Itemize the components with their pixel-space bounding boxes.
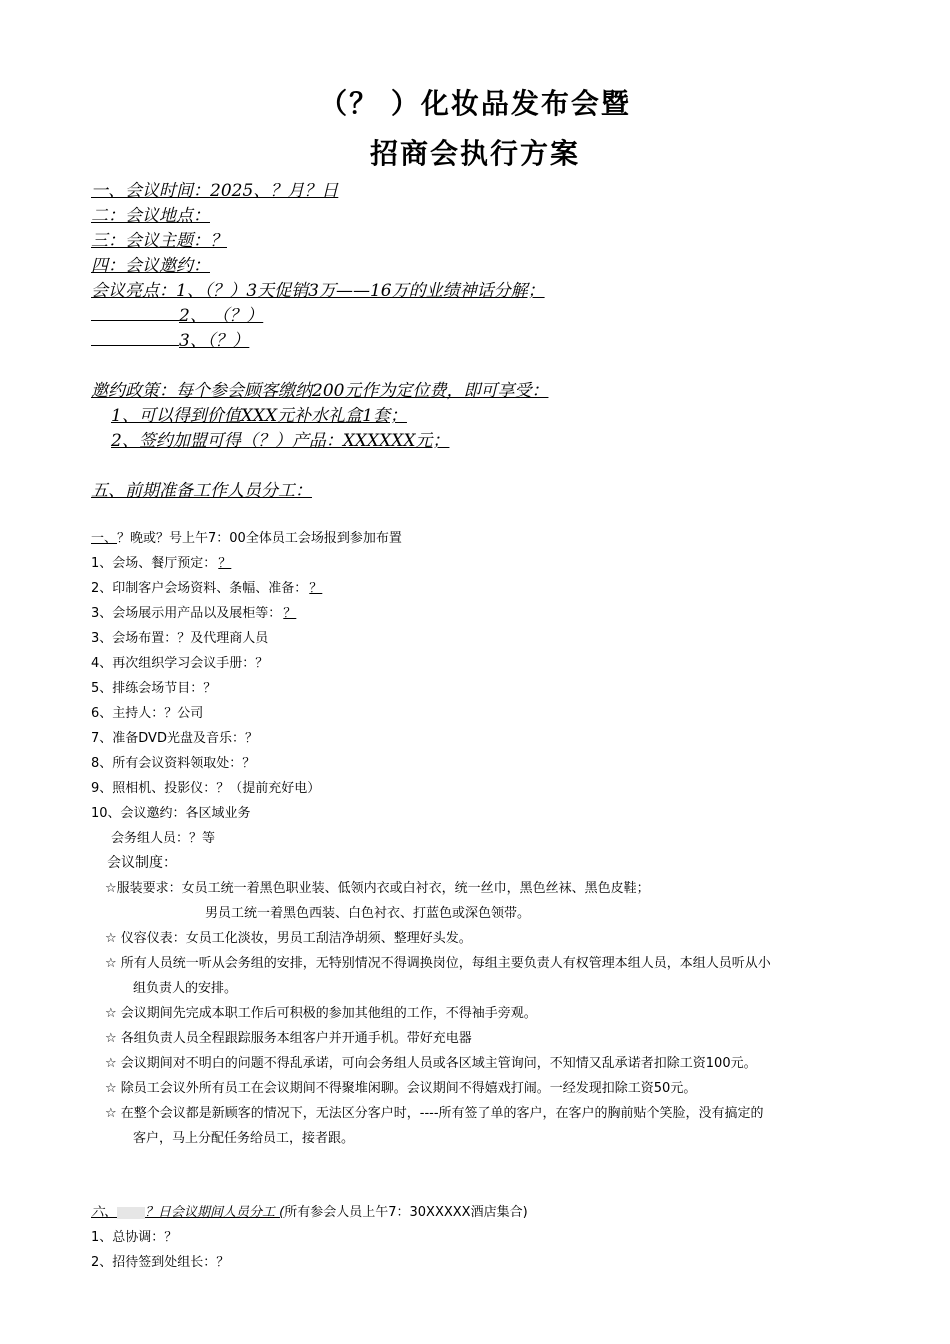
- meeting-highlight-1: 会议亮点：1、（？）3天促销3万——16万的业绩神话分解；: [91, 281, 545, 301]
- meeting-highlight-3: [91, 326, 249, 351]
- prep-item: [91, 702, 203, 721]
- prep-intro-text: ？晚或？号上午7：00全体员工会场报到参加布置: [117, 531, 402, 546]
- section-6-title: ？日会议期间人员分工 (: [145, 1205, 285, 1220]
- policy-item-1-text: 1、可以得到价值XXX元补水礼盒1套；: [111, 406, 407, 426]
- section-6-num: 六、: [91, 1205, 118, 1220]
- highlight-3-text: 3、（？）: [179, 331, 250, 351]
- prep-item: [91, 752, 255, 771]
- prep-item-label: 3、会场布置：？及代理商人员: [91, 631, 269, 646]
- prep-item: [91, 577, 322, 596]
- prep-item-label: 1、会场、餐厅预定：: [91, 556, 217, 571]
- section-6-item-2: 2、招待签到处组长：？: [91, 1255, 230, 1270]
- prep-item-label: 6、主持人：？公司: [91, 706, 204, 721]
- policy-item-1: [95, 401, 407, 426]
- prep-intro-num: 一、: [91, 531, 118, 546]
- prep-item-label: 7、准备DVD光盘及音乐：？: [91, 731, 258, 746]
- section-5-heading: 五、前期准备工作人员分工：: [91, 481, 312, 501]
- policy-intro: 邀约政策：每个参会顾客缴纳200元作为定位费，即可享受：: [91, 381, 549, 401]
- meeting-place: 二：会议地点：: [91, 206, 210, 226]
- rule-appearance: ☆ 仪容仪表：女员工化淡妆，男员工刮洁净胡须、整理好头发。: [105, 931, 472, 946]
- rule-follow: ☆ 各组负责人员全程跟踪服务本组客户并开通手机。带好充电器: [105, 1031, 472, 1046]
- rule-obey-2: 组负责人的安排。: [133, 981, 238, 996]
- underline-spacer: [91, 344, 179, 346]
- prep-item: [91, 777, 320, 796]
- prep-item-label: 8、所有会议资料领取处：？: [91, 756, 256, 771]
- prep-intro: [91, 527, 402, 546]
- rule-promise: ☆ 会议期间对不明白的问题不得乱承诺，可向会务组人员或各区域主管询问，不知情又乱承诺者扣除工资100元。: [105, 1056, 757, 1071]
- system-heading: 会议制度：: [107, 855, 177, 871]
- redacted-block: [117, 1207, 145, 1219]
- prep-item: [91, 802, 251, 821]
- underline-spacer: [91, 319, 179, 321]
- rule-obey-1: ☆ 所有人员统一听从会务组的安排，无特别情况不得调换岗位，每组主要负责人有权管理本组人员，本组人员听从小: [105, 956, 771, 971]
- meeting-time: 一、会议时间：2025、？月？日: [91, 181, 339, 201]
- staff-line: 会务组人员：？等: [111, 831, 216, 846]
- prep-item: [91, 677, 216, 696]
- prep-item-label: 4、再次组织学习会议手册：？: [91, 656, 269, 671]
- prep-item-label: 5、排练会场节目：？: [91, 681, 217, 696]
- policy-item-2-text: 2、签约加盟可得（？）产品：XXXXXX元；: [111, 431, 450, 451]
- rule-teamwork: ☆ 会议期间先完成本职工作后可积极的参加其他组的工作，不得袖手旁观。: [105, 1006, 537, 1021]
- prep-item: [91, 602, 296, 621]
- doc-title-line1: （？ ）化妆品发布会暨: [319, 87, 631, 120]
- rule-dress-1: ☆服装要求：女员工统一着黑色职业装、低领内衣或白衬衣，统一丝巾，黑色丝袜、黑色皮鞋；: [105, 881, 650, 896]
- rule-newcustomer-2: 客户，马上分配任务给员工，接者跟。: [133, 1131, 355, 1146]
- prep-item-label: 10、会议邀约：各区域业务: [91, 806, 251, 821]
- prep-item: [91, 652, 268, 671]
- highlight-2-text: 2、 （？）: [179, 306, 264, 326]
- section-6-note: 所有参会人员上午7：30XXXXX酒店集合): [284, 1205, 528, 1220]
- rule-dress-2: 男员工统一着黑色西装、白色衬衣、打蓝色或深色领带。: [205, 906, 531, 921]
- prep-item-value: ？: [218, 556, 232, 571]
- section-6-item-1: 1、总协调：？: [91, 1230, 178, 1245]
- doc-title-line2: 招商会执行方案: [369, 137, 580, 170]
- prep-item-label: 3、会场展示用产品以及展柜等：: [91, 606, 282, 621]
- prep-item-label: 9、照相机、投影仪：？（提前充好电）: [91, 781, 321, 796]
- section-6-heading: [91, 1201, 528, 1220]
- prep-item: [91, 552, 231, 571]
- rule-chat: ☆ 除员工会议外所有员工在会议期间不得聚堆闲聊。会议期间不得嬉戏打闹。一经发现扣除工资50元。: [105, 1081, 697, 1096]
- prep-item: [91, 727, 258, 746]
- meeting-theme: 三：会议主题：？: [91, 231, 227, 251]
- meeting-highlight-2: [91, 301, 263, 326]
- rule-newcustomer-1: ☆ 在整个会议都是新顾客的情况下，无法区分客户时，----所有签了单的客户，在客户的胸前贴个笑脸，没有搞定的: [105, 1106, 764, 1121]
- prep-item-label: 2、印制客户会场资料、条幅、准备：: [91, 581, 308, 596]
- meeting-invite: 四：会议邀约：: [91, 256, 210, 276]
- policy-item-2: [95, 426, 449, 451]
- prep-item: [91, 627, 268, 646]
- prep-item-value: ？: [283, 606, 297, 621]
- prep-item-value: ？: [309, 581, 323, 596]
